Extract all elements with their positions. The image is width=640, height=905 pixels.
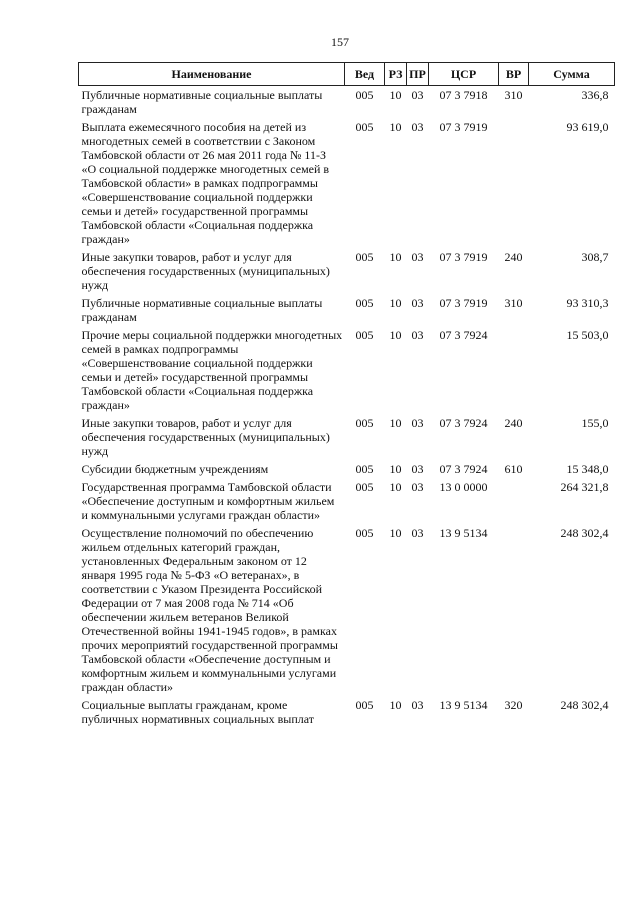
table-row <box>79 326 615 414</box>
cell-vr: 240 <box>504 250 523 264</box>
cell-ved: 005 <box>355 416 374 430</box>
cell-csr: 07 3 7919 <box>439 250 488 264</box>
cell-csr: 07 3 7918 <box>439 88 488 102</box>
cell-ved: 005 <box>355 698 374 712</box>
cell-name: Прочие меры социальной поддержки многодетных семей в рамках подпрограммы «Совершенствование социальной поддержки семьи и детей» государственной программы Тамбовской области «Социальная поддержка граждан» <box>81 328 343 412</box>
cell-rz: 10 <box>389 250 402 264</box>
cell-vr <box>499 326 529 414</box>
cell-sum: 308,7 <box>581 250 609 264</box>
cell-csr: 07 3 7919 <box>439 296 488 310</box>
cell-pr: 03 <box>411 328 424 342</box>
cell-csr: 07 3 7919 <box>439 120 488 134</box>
budget-table <box>78 62 615 728</box>
cell-pr: 03 <box>411 120 424 134</box>
cell-ved: 005 <box>355 120 374 134</box>
cell-rz: 10 <box>389 328 402 342</box>
cell-csr: 07 3 7924 <box>439 416 488 430</box>
table-row <box>79 696 615 728</box>
cell-pr: 03 <box>411 416 424 430</box>
cell-name: Выплата ежемесячного пособия на детей из многодетных семей в соответствии с Законом Тамбовской области от 26 мая 2011 года № 11-З «О социальной поддержке многодетных семей в Тамбовской области» в рамках подпрограммы «Совершенствование социальной поддержки семьи и детей» государственной программы Тамбовской области «Социальная поддержка граждан» <box>81 120 330 246</box>
header-pr: ПР <box>407 63 429 86</box>
cell-ved: 005 <box>355 526 374 540</box>
table-row <box>79 118 615 248</box>
cell-pr: 03 <box>411 480 424 494</box>
cell-name: Иные закупки товаров, работ и услуг для обеспечения государственных (муниципальных) нужд <box>81 250 330 292</box>
table-row <box>79 478 615 524</box>
cell-name: Государственная программа Тамбовской области «Обеспечение доступным и комфортным жильем и коммунальными услугами граждан области» <box>81 480 335 522</box>
cell-name: Осуществление полномочий по обеспечению жильем отдельных категорий граждан, установленных Федеральным законом от 12 января 1995 года № 5-ФЗ «О ветеранах», в соответствии с Указом Президента Российской Федерации от 7 мая 2008 года № 714 «Об обеспечении жильем ветеранов Великой Отечественной войны 1941-1945 годов», в рамках прочих мероприятий государственной программы Тамбовской области «Обеспечение доступным и комфортным жильем и коммунальными услугами граждан области» <box>81 526 338 694</box>
cell-ved: 005 <box>355 88 374 102</box>
table-row <box>79 86 615 119</box>
cell-pr: 03 <box>411 526 424 540</box>
cell-name: Публичные нормативные социальные выплаты гражданам <box>81 88 323 116</box>
header-sum: Сумма <box>529 63 615 86</box>
cell-sum: 264 321,8 <box>560 480 609 494</box>
cell-pr: 03 <box>411 698 424 712</box>
cell-pr: 03 <box>411 296 424 310</box>
cell-sum: 155,0 <box>581 416 609 430</box>
cell-name: Публичные нормативные социальные выплаты гражданам <box>81 296 323 324</box>
cell-rz: 10 <box>389 296 402 310</box>
header-csr: ЦСР <box>429 63 499 86</box>
cell-rz: 10 <box>389 120 402 134</box>
table-row <box>79 294 615 326</box>
cell-rz: 10 <box>389 462 402 476</box>
header-vr: ВР <box>499 63 529 86</box>
cell-csr: 13 9 5134 <box>439 526 488 540</box>
cell-vr: 320 <box>504 698 523 712</box>
cell-pr: 03 <box>411 250 424 264</box>
cell-rz: 10 <box>389 416 402 430</box>
cell-rz: 10 <box>389 88 402 102</box>
header-rz: РЗ <box>385 63 407 86</box>
table-row <box>79 524 615 696</box>
header-name: Наименование <box>79 63 345 86</box>
table-row <box>79 460 615 478</box>
cell-vr: 310 <box>504 88 523 102</box>
cell-sum: 336,8 <box>581 88 609 102</box>
cell-sum: 15 503,0 <box>566 328 609 342</box>
cell-pr: 03 <box>411 462 424 476</box>
cell-name: Иные закупки товаров, работ и услуг для обеспечения государственных (муниципальных) нужд <box>81 416 330 458</box>
page-number: 157 <box>331 35 349 49</box>
cell-sum: 15 348,0 <box>566 462 609 476</box>
cell-csr: 13 9 5134 <box>439 698 488 712</box>
cell-sum: 93 619,0 <box>566 120 609 134</box>
cell-ved: 005 <box>355 250 374 264</box>
cell-sum: 93 310,3 <box>566 296 609 310</box>
cell-ved: 005 <box>355 462 374 476</box>
cell-sum: 248 302,4 <box>560 526 609 540</box>
cell-ved: 005 <box>355 296 374 310</box>
cell-pr: 03 <box>411 88 424 102</box>
cell-vr: 610 <box>504 462 523 476</box>
cell-csr: 13 0 0000 <box>439 480 488 494</box>
cell-csr: 07 3 7924 <box>439 462 488 476</box>
cell-vr <box>499 118 529 248</box>
cell-vr <box>499 478 529 524</box>
cell-rz: 10 <box>389 698 402 712</box>
cell-name: Субсидии бюджетным учреждениям <box>81 462 269 476</box>
cell-vr <box>499 524 529 696</box>
cell-rz: 10 <box>389 480 402 494</box>
cell-csr: 07 3 7924 <box>439 328 488 342</box>
cell-vr: 310 <box>504 296 523 310</box>
table-row <box>79 414 615 460</box>
cell-sum: 248 302,4 <box>560 698 609 712</box>
header-ved: Вед <box>345 63 385 86</box>
cell-name: Социальные выплаты гражданам, кроме публичных нормативных социальных выплат <box>81 698 315 726</box>
cell-ved: 005 <box>355 480 374 494</box>
table-body <box>79 86 615 729</box>
table-header <box>79 63 615 86</box>
cell-ved: 005 <box>355 328 374 342</box>
table-row <box>79 248 615 294</box>
cell-vr: 240 <box>504 416 523 430</box>
cell-rz: 10 <box>389 526 402 540</box>
